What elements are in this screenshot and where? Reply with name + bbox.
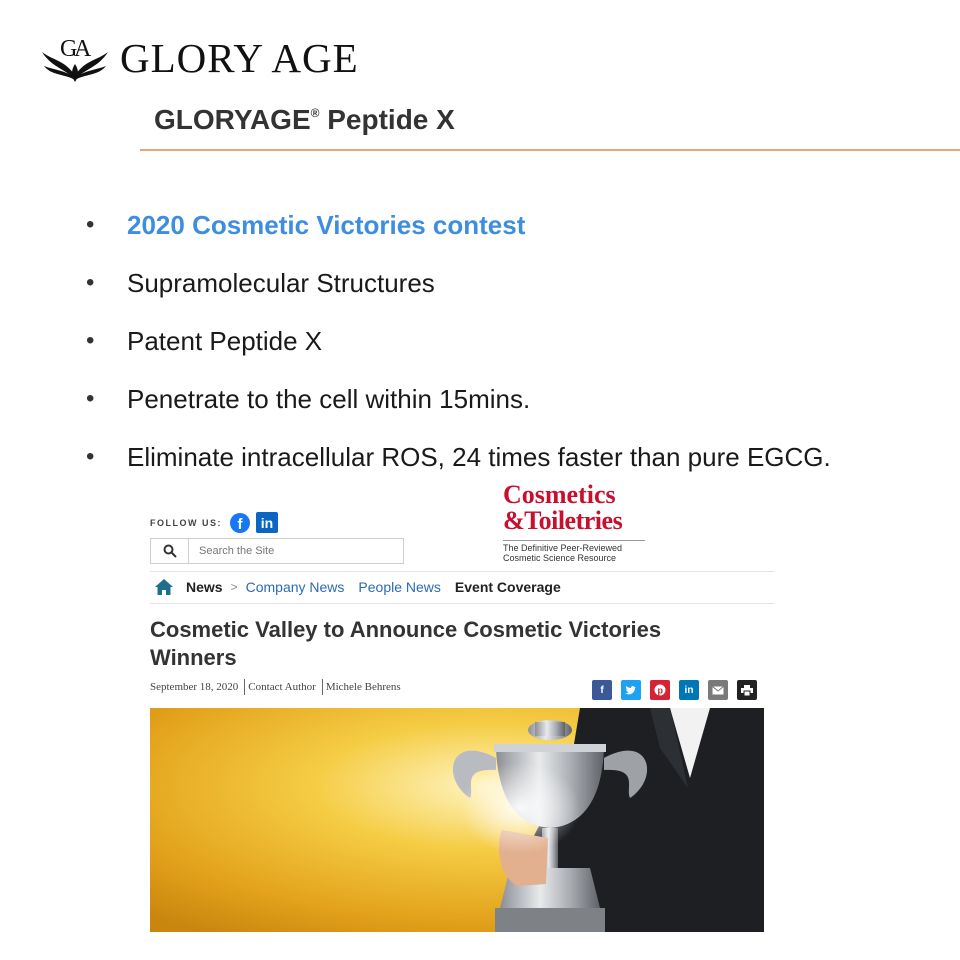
bullet-text: Supramolecular Structures: [127, 267, 435, 298]
search-icon[interactable]: [151, 539, 189, 563]
bullet-text: Eliminate intracellular ROS, 24 times faster than pure EGCG.: [127, 441, 831, 472]
slide-title: [154, 104, 455, 136]
registered-mark: ®: [310, 106, 320, 120]
meta-divider: [322, 679, 323, 695]
bullet-text: Penetrate to the cell within 15mins.: [127, 383, 531, 414]
article-nav: [154, 578, 561, 596]
pinterest-icon[interactable]: [650, 680, 670, 700]
article-meta: [150, 679, 401, 695]
home-icon[interactable]: [154, 578, 174, 596]
nav-divider-bottom: [150, 603, 774, 604]
bullet-dot: •: [86, 443, 95, 470]
slide-title-text: GLORYAGE: [154, 104, 311, 135]
bullet-dot: •: [86, 269, 95, 296]
bullet-text: Patent Peptide X: [127, 325, 323, 356]
trophy-photo: [150, 708, 764, 932]
nav-people-news[interactable]: People News: [358, 579, 441, 595]
follow-label: FOLLOW US:: [150, 517, 222, 528]
mail-icon[interactable]: [708, 680, 728, 700]
nav-event-coverage[interactable]: Event Coverage: [454, 579, 561, 595]
site-search: [150, 538, 404, 564]
article-screenshot: [150, 478, 774, 934]
bullet-list: [86, 196, 831, 486]
svg-text:G: G: [60, 36, 78, 62]
nav-separator: >: [230, 580, 238, 594]
bullet-item: [86, 312, 831, 370]
facebook-icon[interactable]: f: [592, 680, 612, 700]
article-date: September 18, 2020: [150, 681, 239, 693]
article-headline: Cosmetic Valley to Announce Cosmetic Victories Winners: [150, 617, 662, 670]
nav-divider-top: [150, 571, 774, 572]
bullet-text: 2020 Cosmetic Victories contest: [127, 209, 526, 240]
slide-title-suffix: Peptide X: [319, 104, 455, 135]
bullet-dot: •: [86, 327, 95, 354]
follow-us: [150, 512, 278, 533]
linkedin-icon[interactable]: in: [256, 512, 278, 533]
facebook-icon[interactable]: f: [230, 513, 250, 533]
share-bar: [592, 680, 766, 700]
svg-text:p: p: [657, 685, 663, 696]
bullet-item: [86, 196, 831, 254]
svg-text:A: A: [74, 36, 92, 62]
site-name-line1: Cosmetics: [503, 480, 616, 509]
meta-divider: [244, 679, 245, 695]
brand-name: GLORY AGE: [120, 34, 359, 81]
site-tagline: The Definitive Peer-Reviewed Cosmetic Science Resource: [503, 540, 645, 563]
brand-logo: [38, 30, 359, 86]
bullet-dot: •: [86, 211, 95, 238]
site-name-line2: &Toiletries: [503, 506, 623, 535]
bullet-item: [86, 254, 831, 312]
bullet-dot: •: [86, 385, 95, 412]
nav-company-news[interactable]: Company News: [245, 579, 345, 595]
site-brand: [503, 482, 653, 563]
nav-news[interactable]: News: [186, 579, 223, 595]
article-author: Michele Behrens: [325, 681, 401, 693]
wing-crest-icon: [38, 30, 112, 86]
print-icon[interactable]: [737, 680, 757, 700]
contact-author-link[interactable]: Contact Author: [248, 681, 316, 693]
title-divider: [140, 149, 960, 151]
bullet-item: [86, 370, 831, 428]
linkedin-icon[interactable]: in: [679, 680, 699, 700]
twitter-icon[interactable]: [621, 680, 641, 700]
search-input[interactable]: [189, 545, 389, 557]
